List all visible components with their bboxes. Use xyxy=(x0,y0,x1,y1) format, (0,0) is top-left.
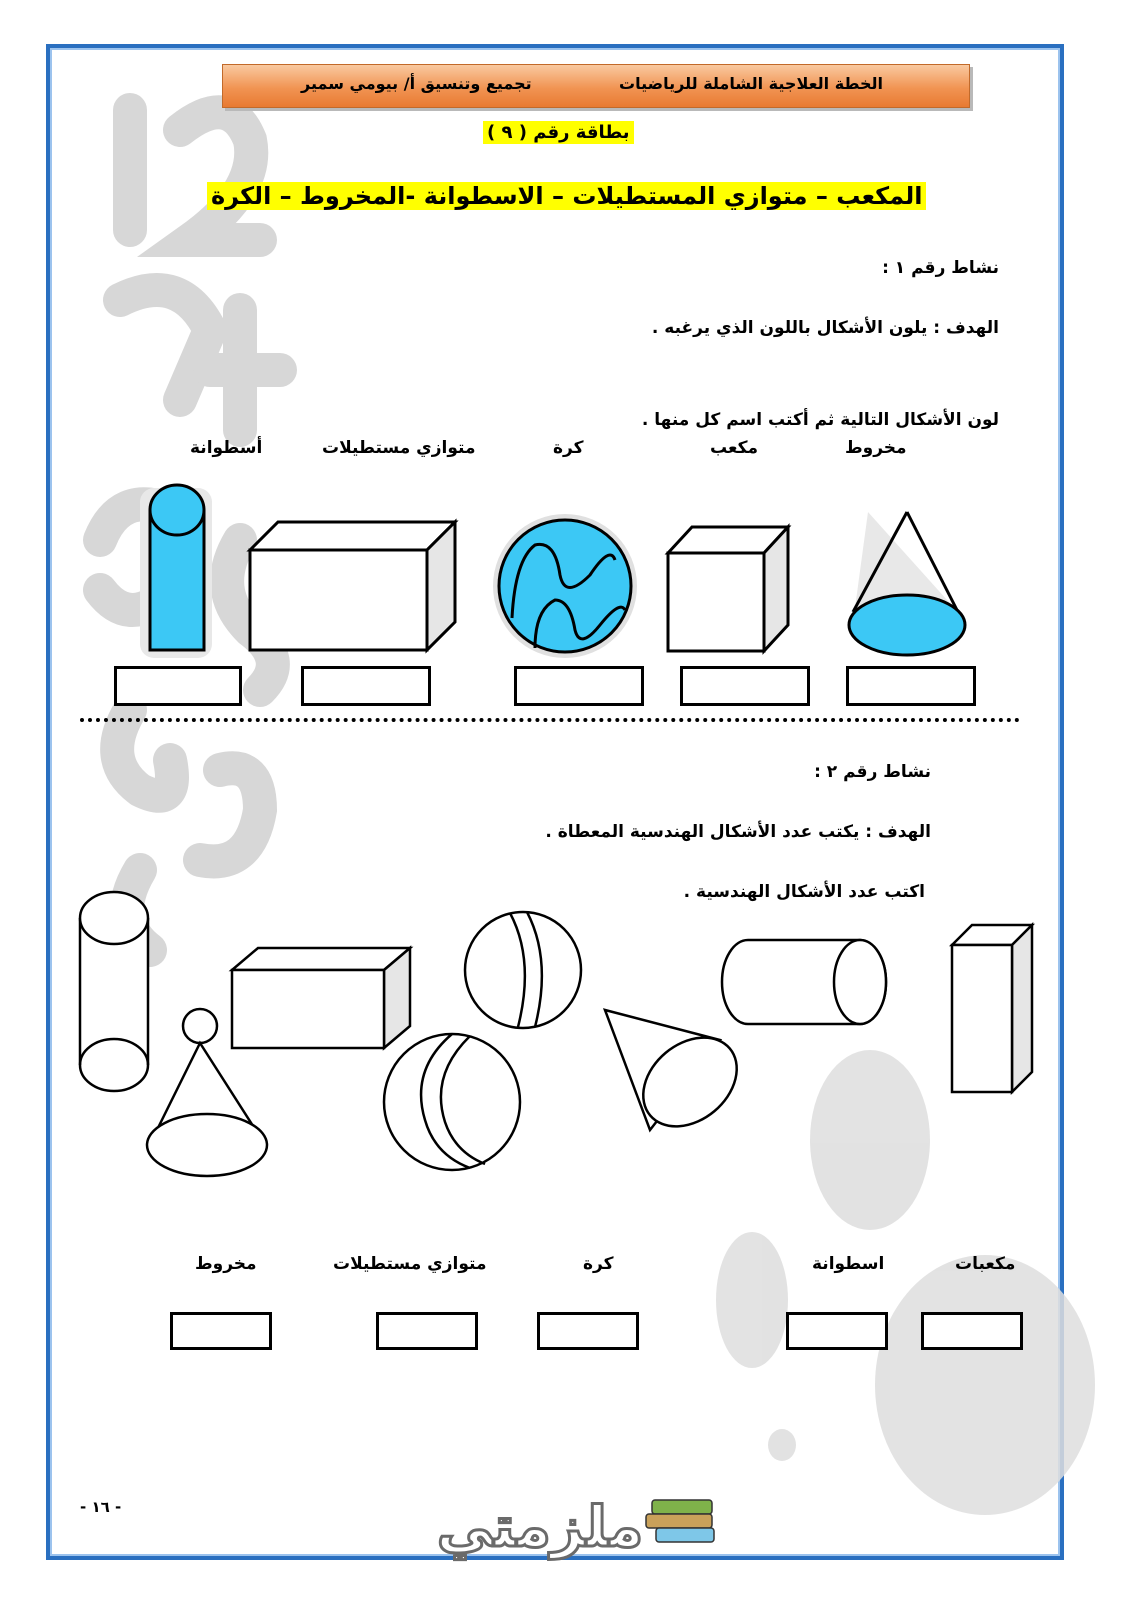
activity2-cone-tilted xyxy=(605,1010,754,1145)
header-author: تجميع وتنسيق أ/ بيومي سمير xyxy=(301,74,532,93)
activity2-answer-cuboid[interactable] xyxy=(376,1312,478,1350)
activity1-cone xyxy=(849,512,965,655)
card-number: بطاقة رقم ( ٩ ) xyxy=(483,121,634,144)
activity2-label-cylinder: اسطوانة xyxy=(812,1254,885,1274)
activity2-cylinder-horizontal xyxy=(722,940,886,1024)
activity2-label-sphere: كرة xyxy=(583,1254,614,1274)
activity2-heading: نشاط رقم ٢ : xyxy=(814,762,931,782)
activity1-answer-cube[interactable] xyxy=(680,666,810,706)
activity1-cylinder xyxy=(140,485,212,658)
section-separator xyxy=(80,718,1020,722)
activity1-answer-cone[interactable] xyxy=(846,666,976,706)
page-title: المكعب – متوازي المستطيلات – الاسطوانة -المخروط – الكرة xyxy=(207,182,926,210)
header-title: الخطة العلاجية الشاملة للرياضيات xyxy=(619,74,883,93)
activity2-sphere-lower xyxy=(384,1034,520,1170)
activity2-instruction: اكتب عدد الأشكال الهندسية . xyxy=(683,882,925,902)
activity2-cuboid-tall xyxy=(952,925,1032,1092)
activity1-label-sphere: كرة xyxy=(553,438,584,458)
activity1-answer-cuboid[interactable] xyxy=(301,666,431,706)
activity2-cuboid xyxy=(232,948,410,1048)
background-ovals-decoration xyxy=(716,1050,1095,1515)
activity1-goal: الهدف : يلون الأشكال باللون الذي يرغبه . xyxy=(651,318,999,338)
books-icon xyxy=(646,1500,714,1542)
activity2-cylinder-vertical xyxy=(80,892,148,1091)
activity2-answer-cubes[interactable] xyxy=(921,1312,1023,1350)
activity1-label-cuboid: متوازي مستطيلات xyxy=(322,438,476,458)
page-number: - ١٦ - xyxy=(80,1498,122,1516)
activity2-label-cone: مخروط xyxy=(195,1254,257,1274)
activity2-label-cubes: مكعبات xyxy=(955,1254,1016,1274)
activity2-answer-cone[interactable] xyxy=(170,1312,272,1350)
activity2-label-cuboid: متوازي مستطيلات xyxy=(333,1254,487,1274)
activity1-answer-sphere[interactable] xyxy=(514,666,644,706)
site-logo xyxy=(390,1478,750,1568)
activity1-cube xyxy=(668,527,788,651)
activity1-label-cube: مكعب xyxy=(710,438,759,458)
logo-text: ملزمتي xyxy=(436,1495,644,1560)
activity2-goal: الهدف : يكتب عدد الأشكال الهندسية المعطاة . xyxy=(545,822,931,842)
activity1-label-cylinder: أسطوانة xyxy=(190,438,263,458)
activity2-answer-sphere[interactable] xyxy=(537,1312,639,1350)
activity2-answer-cylinder[interactable] xyxy=(786,1312,888,1350)
activity1-heading: نشاط رقم ١ : xyxy=(882,258,999,278)
activity1-instruction: لون الأشكال التالية ثم أكتب اسم كل منها . xyxy=(641,410,999,430)
activity1-answer-cylinder[interactable] xyxy=(114,666,242,706)
activity1-cuboid xyxy=(250,522,455,650)
activity1-sphere xyxy=(493,514,637,658)
activity2-sphere-upper xyxy=(465,912,581,1028)
activity1-label-cone: مخروط xyxy=(845,438,907,458)
